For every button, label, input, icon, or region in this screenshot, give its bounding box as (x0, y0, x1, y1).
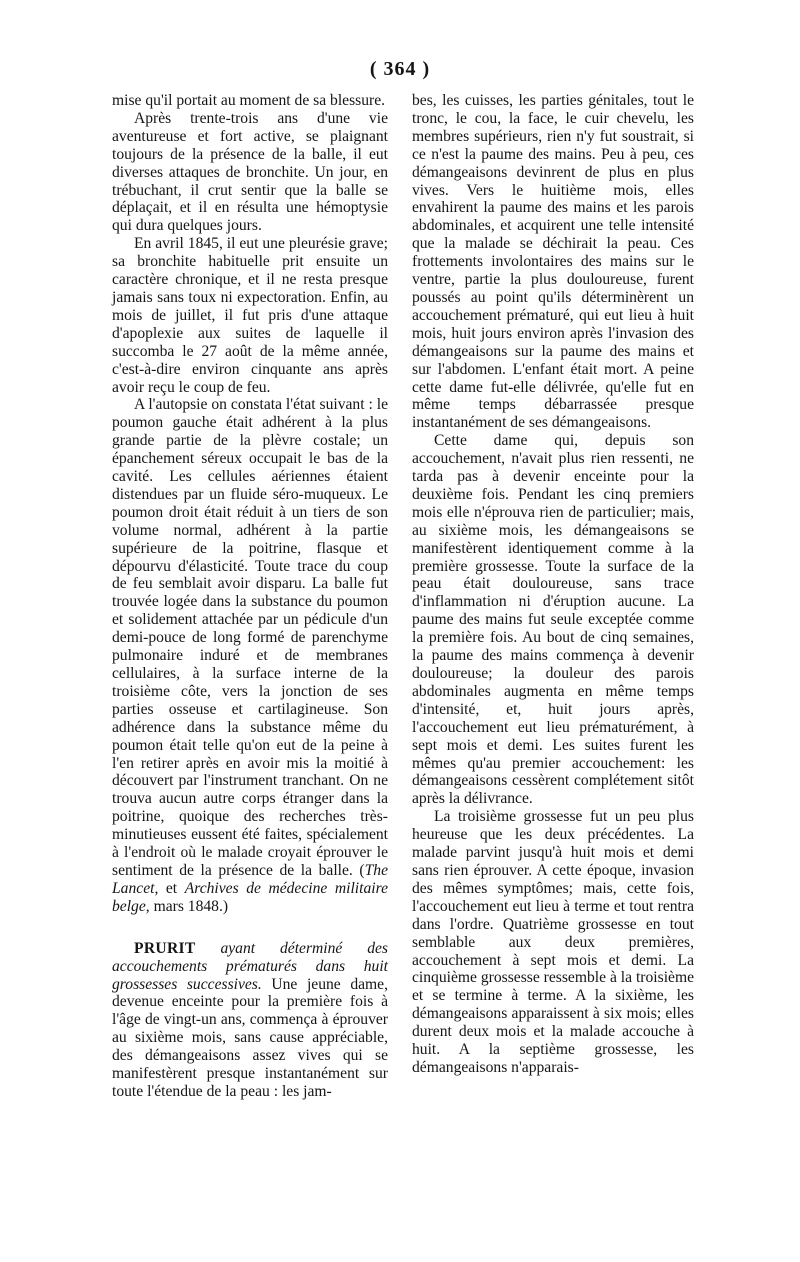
citation-journal: Archives de médecine militaire belge (112, 879, 388, 915)
paragraph: bes, les cuisses, les parties génitales, tout le tronc, le cou, la face, le cuir chevelu, les membres supérieurs, rien n'y fut soustrait, si ce n'est la paume des mains. Peu à peu, ces démangeaisons devinrent de plus en plus vives. Vers le huitième mois, elles envahirent la paume des mains et les parois abdominales, et acquirent une telle intensité que la malade se déchirait la peau. Ces frottements involontaires des mains sur le ventre, partie la plus douloureuse, furent poussés au point qu'ils déterminèrent un accouchement prématuré, qui eut lieu à huit mois, huit jours environ après l'invasion des démangeaisons sur la paume des mains et sur l'abdomen. L'enfant était mort. A peine cette dame fut-elle délivrée, qu'elle fut en même temps débarrassée presque instantanément de ses démangeaisons. (412, 92, 694, 432)
paragraph-text: A l'autopsie on constata l'état suivant : le poumon gauche était adhérent à la plus grande partie de la plèvre costale; un épanchement séreux occupait le bas de la cavité. Les cellules aériennes étaient distendues par un fluide séro-muqueux. Le poumon droit était réduit à un tiers de son volume normal, adhérent à la partie supérieure de la poitrine, flasque et dépourvu d'élasticité. Toute trace du coup de feu semblait avoir disparu. La balle fut trouvée logée dans la substance du poumon et solidement attachée par un pédicule d'un demi-pouce de long formé de parenchyme pulmonaire induré et de membranes cellulaires, à la surface interne de la troisième côte, vers la jonction de ses parties osseuse et cartilagineuse. Son adhérence dans la substance même du poumon était telle qu'on eut de la peine à l'en retirer après en avoir mis la moitié à découvert par l'instrument tranchant. On ne trouva aucun autre corps étranger dans la poitrine, quoique des recherches très-minutieuses eussent été faites, spécialement à l'endroit où le malade croyait éprouver le sentiment de la présence de la balle. (112, 396, 388, 879)
paragraph: La troisième grossesse fut un peu plus heureuse que les deux précédentes. La malade parvint jusqu'à huit mois et demi sans rien éprouver. A cette époque, invasion des mêmes symptômes; mais, cette fois, l'accouchement eut lieu à terme et tout rentra dans l'ordre. Quatrième grossesse en tout semblable aux deux premières, accouchement à sept mois et demi. La cinquième grossesse ressemble à la troisième et se termine à terme. A la sixième, les démangeaisons apparaissent à six mois; elles durent deux mois et la malade accouche à huit. A la septième grossesse, les démangeaisons n'apparais- (412, 808, 694, 1076)
paragraph: mise qu'il portait au moment de sa blessure. (112, 92, 386, 109)
right-column (412, 92, 694, 1077)
paragraph: En avril 1845, il eut une pleurésie grave; sa bronchite habituelle prit ensuite un caractère chronique, et il ne resta presque jamais sans toux ni expectoration. Enfin, au mois de juillet, il fut pris d'une attaque d'apoplexie aux suites de laquelle il succomba le 27 août de la même année, c'est-à-dire environ cinquante ans après avoir reçu le coup de feu. (112, 235, 388, 396)
section-paragraph (112, 940, 388, 1101)
citation: (The Lancet, et Archives de médecine militaire belge, mars 1848.) (112, 861, 388, 915)
paragraph-text: Une jeune dame, devenue enceinte pour la première fois à l'âge de vingt-un ans, commença à éprouver au sixième mois, sans cause appréciable, des démangeaisons assez vives qui se manifestèrent presque instantanément sur toute l'étendue de la peau : les jam- (112, 975, 388, 1100)
section-heading: PRURIT (134, 939, 196, 957)
paragraph: Après trente-trois ans d'une vie aventureuse et fort active, se plaignant toujours de la présence de la balle, il eut diverses attaques de bronchite. Un jour, en trébuchant, il crut sentir que la balle se déplaçait, et il en résulta une hémoptysie qui dura quelques jours. (112, 109, 388, 235)
paragraph (112, 396, 388, 915)
left-column (112, 92, 388, 1101)
paragraph: Cette dame qui, depuis son accouchement, n'avait plus rien ressenti, ne tarda pas à devenir enceinte pour la deuxième fois. Pendant les cinq premiers mois elle n'éprouva rien de particulier; mais, au sixième mois, les démangeaisons se manifestèrent identiquement comme à la première grossesse. Toute la surface de la peau était douloureuse, sans trace d'inflammation ni d'éruption aucune. La paume des mains fut seule exceptée comme la première fois. Au bout de cinq semaines, la paume des mains commença à devenir douloureuse; la douleur des parois abdominales augmenta en même temps d'intensité, et, huit jours après, l'accouchement eut lieu prématurément, à sept mois et demi. Les suites furent les mêmes qu'au premier accouchement: les démangeaisons cessèrent complétement sitôt après la délivrance. (412, 432, 694, 808)
section-heading-subtitle: ayant déterminé des accouchements prématurés dans huit grossesses successives. (112, 939, 388, 993)
citation-journal: The Lancet (112, 861, 388, 897)
page-number: ( 364 ) (369, 58, 431, 80)
